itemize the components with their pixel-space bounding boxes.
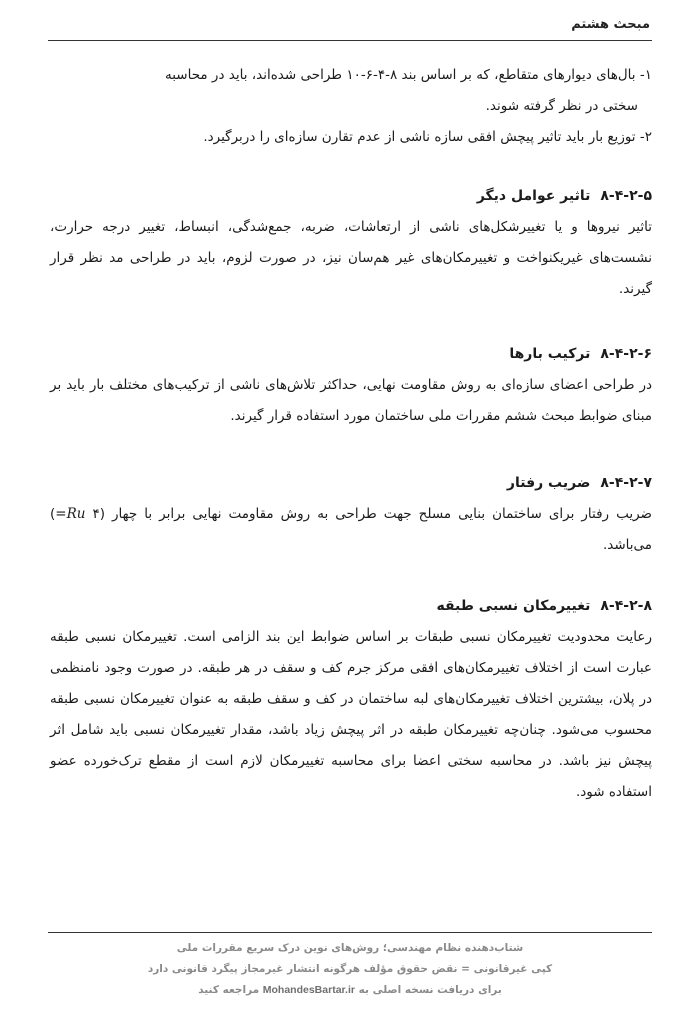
list-item-2 — [50, 122, 652, 153]
section-number: ۸-۴-۲-۶ — [600, 346, 652, 362]
page-body — [50, 60, 652, 808]
section-paragraph: تاثیر نیروها و یا تغییرشکل‌های ناشی از ارتعاشات، ضربه، جمع‌شدگی، انبساط، تغییر درجه حرارت، نشست‌های غیریکنواخت و تغییرمکان‌های غیر هم‌سان نیز، در صورت لزوم، باید در طراحی مد نظر قرار گیرند. — [50, 219, 652, 297]
footer-line-3 — [48, 980, 652, 1001]
section-number: ۸-۴-۲-۷ — [600, 475, 652, 491]
section-heading — [50, 181, 652, 212]
section-8-4-2-7 — [50, 468, 652, 561]
section-heading — [50, 591, 652, 622]
list-item-1 — [50, 60, 652, 122]
section-heading — [50, 468, 652, 499]
list-item-text: توزیع بار باید تاثیر پیچش افقی سازه ناشی از عدم تقارن سازه‌ای را دربرگیرد. — [203, 129, 640, 145]
paragraph-text-end: ) می‌باشد. — [50, 506, 652, 553]
footer-line-3-end: مراجعه کنید — [198, 984, 260, 996]
footer-line-3-text: برای دریافت نسخه اصلی به — [358, 984, 502, 996]
paragraph-text: ضریب رفتار برای ساختمان بنایی مسلح جهت طراحی به روش مقاومت نهایی برابر با چهار (۴ — [92, 506, 652, 522]
footer-watermark — [48, 938, 652, 1001]
section-8-4-2-5 — [50, 181, 652, 305]
list-item-continuation: سختی در نظر گرفته شوند. — [485, 98, 638, 114]
behavior-factor-symbol: =Ru — [55, 506, 86, 522]
running-header-title: مبحث هشتم — [571, 17, 650, 32]
list-item-number: ۲- — [639, 129, 652, 145]
section-paragraph — [50, 499, 652, 561]
footer-line-1: شتاب‌دهنده نظام مهندسی؛ روش‌های نوین درک سریع مقررات ملی — [176, 942, 524, 954]
section-paragraph: رعایت محدودیت تغییرمکان نسبی طبقات بر اساس ضوابط این بند الزامی است. تغییرمکان نسبی طبقه عبارت است از اختلاف تغییرمکان‌های افقی مرکز جرم کف و سقف در هر طبقه. در صورت وجود نامنظمی در پلان، بیشترین اختلاف تغییرمکان‌های لبه ساختمان در کف و سقف طبقه به عنوان تغییرمکان نسبی طبقه محسوب می‌شود. چنان‌چه تغییرمکان طبقه در اثر پیچش زیاد باشد، مقدار تغییرمکان نسبی باید شامل اثر پیچش نیز باشد. در محاسبه سختی اعضا برای محاسبه تغییرمکان لازم است از مقطع ترک‌خورده عضو استفاده شود. — [50, 629, 652, 800]
section-title: ترکیب بارها — [509, 346, 591, 362]
list-item-text: بال‌های دیوارهای متقاطع، که بر اساس بند ۸-۴-۶-۱۰ طراحی شده‌اند، باید در محاسبه — [164, 67, 640, 83]
footer-website-link[interactable]: MohandesBartar.ir — [262, 984, 355, 996]
section-number: ۸-۴-۲-۵ — [600, 188, 652, 204]
section-number: ۸-۴-۲-۸ — [600, 598, 652, 614]
section-8-4-2-6 — [50, 339, 652, 432]
footer-divider — [48, 932, 652, 933]
header-divider — [48, 40, 652, 41]
footer-line-2: کپی غیرقانونی = نقض حقوق مؤلف هرگونه انتشار غیرمجاز پیگرد قانونی دارد — [147, 963, 553, 975]
section-heading — [50, 339, 652, 370]
section-title: تغییرمکان نسبی طبقه — [436, 598, 591, 614]
section-8-4-2-8 — [50, 591, 652, 808]
section-paragraph: در طراحی اعضای سازه‌ای به روش مقاومت نهایی، حداکثر تلاش‌های ناشی از ترکیب‌های مختلف بار باید بر مبنای ضوابط مبحث ششم مقررات ملی ساختمان مورد استفاده قرار گیرند. — [50, 377, 652, 424]
list-item-number: ۱- — [639, 67, 652, 83]
section-title: ضریب رفتار — [506, 475, 591, 491]
section-title: تاثیر عوامل دیگر — [476, 188, 591, 204]
